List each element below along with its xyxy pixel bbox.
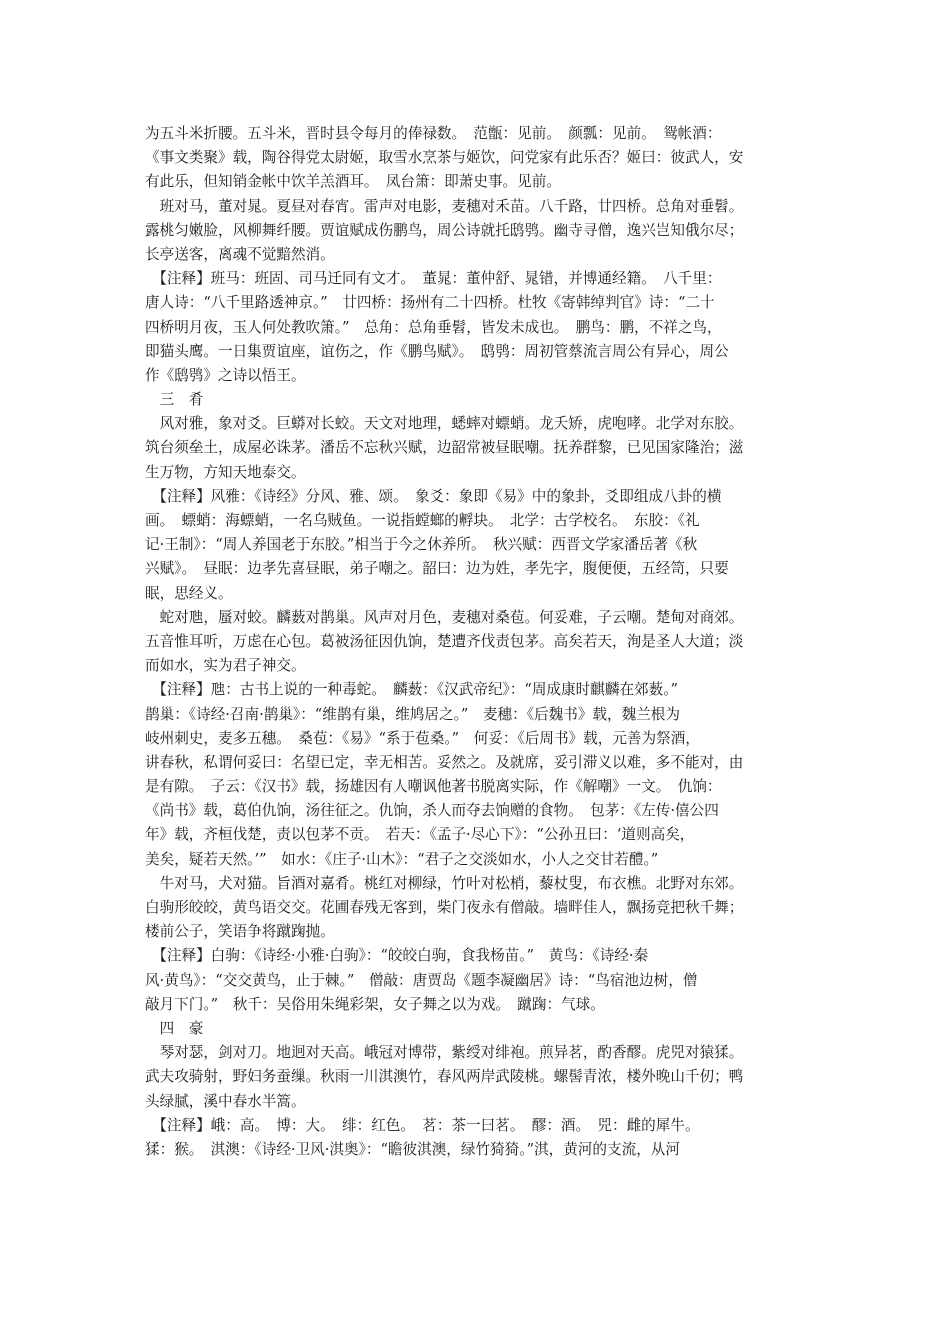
text-line: 鹊巢：《诗经·召南·鹊巢》：“维鹊有巢，维鸠居之。” 麦穗：《后魏书》载，魏兰根为 bbox=[145, 705, 680, 723]
text-line: 牛对马，犬对猫。旨酒对嘉肴。桃红对柳绿，竹叶对松梢，藜杖叟，布衣樵。北野对东郊。 bbox=[145, 874, 744, 892]
text-line: 有此乐，但知销金帐中饮羊羔酒耳。 凤台箫：即萧史事。见前。 bbox=[145, 173, 561, 191]
text-line: 是有隙。 子云：《汉书》载，扬雄因有人嘲讽他著书脱离实际，作《解嘲》一文。 仇饷： bbox=[145, 778, 722, 796]
text-line: 【注释】风雅：《诗经》分风、雅、颂。 象爻：象即《易》中的象卦，爻即组成八卦的横 bbox=[145, 487, 722, 505]
text-line: 即猫头鹰。一日集贾谊座，谊伤之，作《鹏鸟赋》。 鸱鸮：周初管蔡流言周公有异心，周公 bbox=[145, 342, 729, 360]
text-line: 【注释】峨：高。 博：大。 绯：红色。 茗：茶一曰茗。 醪：酒。 兕：雌的犀牛。 bbox=[145, 1116, 700, 1134]
text-line: 蛇对虺，蜃对蛟。麟薮对鹊巢。风声对月色，麦穗对桑苞。何妥难，子云嘲。楚甸对商郊。 bbox=[145, 608, 744, 626]
text-line: 《事文类聚》载，陶谷得党太尉姬，取雪水烹茶与姬饮，问党家有此乐否？姬曰：彼武人，安 bbox=[145, 149, 744, 167]
text-line: 敲月下门。” 秋千：吴俗用朱绳彩架，女子舞之以为戏。 蹴踘：气球。 bbox=[145, 995, 605, 1013]
text-line: 岐州刺史，麦多五穗。 桑苞：《易》“系于苞桑。” 何妥：《后周书》载，元善为祭酒， bbox=[145, 729, 700, 747]
text-line: 筑台须垒土，成屋必诛茅。潘岳不忘秋兴赋，边韶常被昼眠嘲。抚养群黎，已见国家隆治；滋 bbox=[145, 439, 744, 457]
text-line: 楼前公子，笑语争将蹴踘抛。 bbox=[145, 923, 335, 941]
text-line: 风·黄鸟》：“交交黄鸟，止于棘。” 僧敲：唐贾岛《题李凝幽居》诗：“鸟宿池边树，僧 bbox=[145, 971, 698, 989]
text-line: 兴赋》。 昼眠：边孝先喜昼眠，弟子嘲之。韶曰：边为姓，孝先字，腹便便，五经笥，只要 bbox=[145, 560, 729, 578]
text-line: 风对雅，象对爻。巨蟒对长蛟。天文对地理，蟋蟀对螵蛸。龙夭矫，虎咆哮。北学对东胶。 bbox=[145, 415, 744, 433]
text-line: 长亭送客，离魂不觉黯然消。 bbox=[145, 245, 335, 263]
text-line: 【注释】班马：班固、司马迁同有文才。 董晁：董仲舒、晁错，并博通经籍。 八千里： bbox=[145, 270, 722, 288]
text-line: 讲春秋，私谓何妥曰：名望已定，幸无相苦。妥然之。及就席，妥引滞义以难，多不能对，由 bbox=[145, 753, 744, 771]
text-line: 画。 螵蛸：海螵蛸，一名乌贼鱼。一说指螳螂的孵块。 北学：古学校名。 东胶：《礼 bbox=[145, 512, 700, 529]
text-line: 记·王制》：“周人养国老于东胶。”相当于今之休养所。 秋兴赋：西晋文学家潘岳著《秋 bbox=[145, 536, 698, 554]
document-body bbox=[145, 122, 805, 1162]
text-line: 猱：猴。 淇澳：《诗经·卫风·淇奥》：“瞻彼淇澳，绿竹猗猗。”淇，黄河的支流，从河 bbox=[145, 1140, 680, 1158]
text-line: 武夫攻骑射，野妇务蚕缫。秋雨一川淇澳竹，春风两岸武陵桃。螺髻青浓，楼外晚山千仞；鸭 bbox=[145, 1068, 744, 1086]
text-line: 头绿腻，溪中春水半篙。 bbox=[145, 1092, 306, 1110]
text-line: 美矣，疑若天然。’” 如水：《庄子·山木》：“君子之交淡如水，小人之交甘若醴。” bbox=[145, 850, 659, 868]
text-line: 琴对瑟，剑对刀。地迥对天高。峨冠对博带，紫绶对绯袍。煎异茗，酌香醪。虎兕对猿猱。 bbox=[145, 1044, 744, 1062]
text-line: 白驹形皎皎，黄鸟语交交。花圃春残无客到，柴门夜永有僧敲。墙畔佳人，飘扬竞把秋千舞； bbox=[145, 899, 744, 916]
text-line: 唐人诗：“八千里路透神京。” 廿四桥：扬州有二十四桥。杜牧《寄韩绰判官》诗：“二十 bbox=[145, 294, 715, 312]
text-line: 五音惟耳听，万虑在心包。葛被汤征因仇饷，楚遭齐伐责包茅。高矣若天，洵是圣人大道；淡 bbox=[145, 632, 744, 650]
text-line: 三 肴 bbox=[145, 391, 204, 409]
text-line: 班对马，董对晁。夏昼对春宵。雷声对电影，麦穗对禾苗。八千路，廿四桥。总角对垂髫。 bbox=[145, 197, 744, 215]
text-line: 四 豪 bbox=[145, 1019, 204, 1037]
text-line: 《尚书》载，葛伯仇饷，汤往征之。仇饷，杀人而夺去饷赠的食物。 包茅：《左传·僖公四 bbox=[145, 802, 719, 820]
text-line: 生万物，方知天地泰交。 bbox=[145, 463, 306, 481]
text-line: 【注释】白驹：《诗经·小雅·白驹》：“皎皎白驹，食我杨苗。” 黄鸟：《诗经·秦 bbox=[145, 947, 649, 965]
text-line: 四桥明月夜，玉人何处教吹箫。” 总角：总角垂髫，皆发未成也。 鹏鸟：鹏，不祥之鸟， bbox=[145, 318, 722, 336]
text-line: 而如水，实为君子神交。 bbox=[145, 657, 306, 675]
text-line: 年》载，齐桓伐楚，责以包茅不贡。 若天：《孟子·尽心下》：“公孙丑曰：‘道则高矣， bbox=[145, 826, 695, 844]
text-line: 为五斗米折腰。五斗米，晋时县令每月的俸禄数。 范甑：见前。 颜瓢：见前。 鸳帐酒： bbox=[145, 125, 722, 142]
text-line: 【注释】虺：古书上说的一种毒蛇。 麟薮：《汉武帝纪》：“周成康时麒麟在郊薮。” bbox=[145, 681, 678, 699]
text-line: 作《鸱鸮》之诗以悟王。 bbox=[145, 366, 306, 384]
text-line: 眠，思经义。 bbox=[145, 584, 233, 602]
text-line: 露桃匀嫩脸，风柳舞纤腰。贾谊赋成伤鹏鸟，周公诗就托鸱鸮。幽寺寻僧，逸兴岂知俄尔尽； bbox=[145, 221, 744, 239]
